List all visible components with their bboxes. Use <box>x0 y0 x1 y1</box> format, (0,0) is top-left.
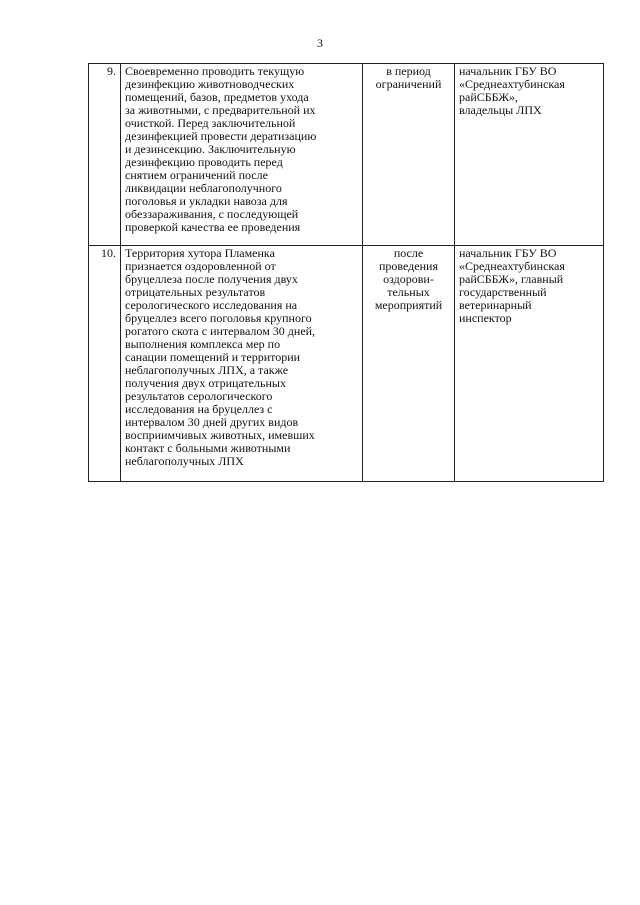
responsible-cell: начальник ГБУ ВО «Среднеахтубинская райСББЖ», главный государственный ветеринарный инспектор <box>455 246 604 482</box>
row-number: 9. <box>89 64 121 246</box>
row-number: 10. <box>89 246 121 482</box>
table-row <box>89 246 604 482</box>
measures-table <box>88 63 604 482</box>
term-cell: в период ограничений <box>363 64 455 246</box>
action-cell: Территория хутора Пламенка признается оздоровленной от бруцеллеза после получения двух отрицательных результатов серологического исследования на бруцеллез всего поголовья крупного рогатого скота с интервалом 30 дней, выполнения комплекса мер по санации помещений и территории неблагополучных ЛПХ, а также получения двух отрицательных результатов серологического исследования на бруцеллез с интервалом 30 дней других видов восприимчивых животных, имевших контакт с больными животными неблагополучных ЛПХ <box>121 246 363 482</box>
page-number: 3 <box>317 36 323 50</box>
table-row <box>89 64 604 246</box>
term-cell: после проведения оздорови- тельных мероприятий <box>363 246 455 482</box>
action-cell: Своевременно проводить текущую дезинфекцию животноводческих помещений, базов, предметов ухода за животными, с предварительной их очисткой. Перед заключительной дезинфекцией провести дератизацию и дезинсекцию. Заключительную дезинфекцию проводить перед снятием ограничений после ликвидации неблагополучного поголовья и укладки навоза для обеззараживания, с последующей проверкой качества ее проведения <box>121 64 363 246</box>
responsible-cell: начальник ГБУ ВО «Среднеахтубинская райСББЖ», владельцы ЛПХ <box>455 64 604 246</box>
